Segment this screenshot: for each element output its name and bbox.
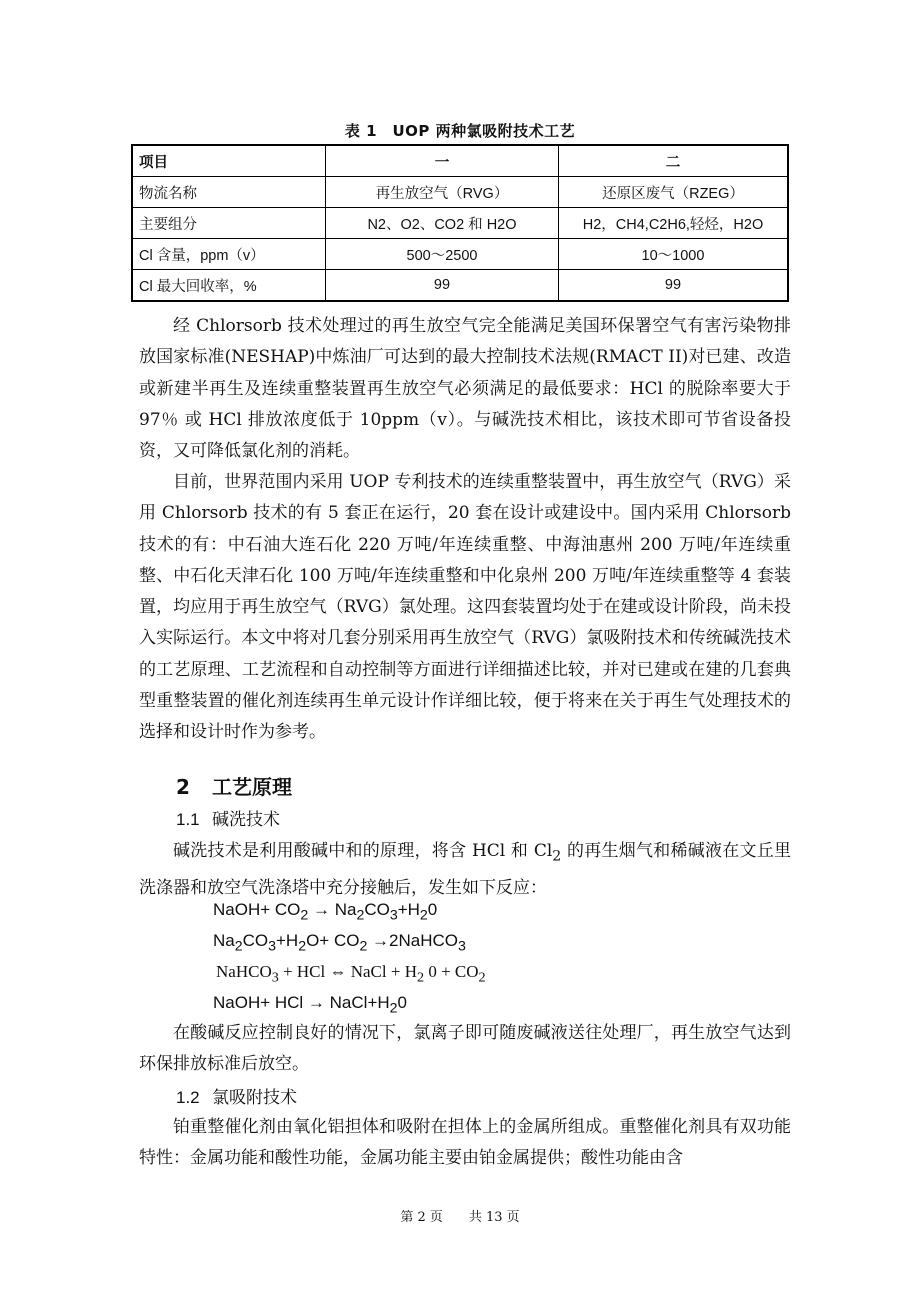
paragraph: 在酸碱反应控制良好的情况下，氯离子即可随废碱液送往处理厂，再生放空气达到环保排放标准后放空。 (139, 1023, 791, 1075)
section-heading (176, 771, 292, 800)
table-cell: 500～2500 (326, 239, 559, 270)
subsection-title: 氯吸附技术 (212, 1088, 297, 1107)
table-cell: 物流名称 (132, 177, 326, 208)
eq-sub: 3 (458, 938, 466, 955)
equation (216, 962, 486, 986)
section-number: 2 (176, 775, 190, 799)
eq-text: CO (242, 931, 269, 950)
eq-text: NaOH+ CO (213, 900, 301, 919)
eq-sub: 2 (356, 907, 365, 924)
table-cell: Cl 含量，ppm（v） (132, 239, 326, 270)
eq-text: →2NaHCO (367, 931, 459, 950)
section-title: 工艺原理 (212, 775, 292, 799)
eq-text: 0 (427, 900, 438, 919)
eq-text: NaHCO (216, 962, 272, 981)
table-cell: 还原区废气（RZEG） (559, 177, 789, 208)
process-table (131, 144, 789, 302)
table-cell: 10～1000 (559, 239, 789, 270)
subsection-heading (176, 1083, 297, 1108)
table-caption: 表 1 UOP 两种氯吸附技术工艺 (344, 122, 576, 140)
equation (213, 931, 466, 954)
table-cell: 再生放空气（RVG） (326, 177, 559, 208)
paragraph (139, 836, 791, 904)
eq-sub: 2 (416, 969, 425, 986)
equation (213, 900, 437, 923)
table-cell: N2、O2、CO2 和 H2O (326, 208, 559, 239)
eq-sub: 2 (419, 907, 428, 924)
eq-sub: 2 (300, 907, 309, 924)
subscript: 2 (552, 848, 562, 865)
subsection-title: 碱洗技术 (212, 810, 280, 829)
eq-text: NaOH+ HCl → NaCl+H (213, 993, 390, 1012)
table-header-cell: 二 (559, 145, 789, 177)
eq-text: 0 (397, 993, 407, 1012)
eq-text: CO (364, 900, 390, 919)
text-run: 碱洗技术是利用酸碱中和的原理，将含 HCl 和 Cl (173, 841, 553, 861)
table-header-cell: 项目 (132, 145, 326, 177)
eq-text: + HCl ⇔ NaCl + H (278, 962, 417, 981)
eq-text: +H (397, 900, 420, 919)
table-cell: Cl 最大回收率，% (132, 270, 326, 302)
table-row (132, 177, 788, 208)
eq-sub: 2 (389, 1000, 398, 1017)
eq-sub: 2 (298, 938, 307, 955)
eq-text: O+ CO (306, 931, 360, 950)
page-footer: 第 2 页 共 13 页 (400, 1210, 520, 1225)
paragraph: 铂重整催化剂由氧化铝担体和吸附在担体上的金属所组成。重整催化剂具有双功能特性：金属功能和酸性功能，金属功能主要由铂金属提供；酸性功能由含 (139, 1117, 791, 1169)
eq-text: → Na (308, 900, 357, 919)
equation (213, 993, 407, 1016)
table-row (132, 239, 788, 270)
subsection-number: 1.1 (176, 810, 200, 829)
eq-sub: 2 (359, 938, 368, 955)
eq-text: +H (275, 931, 299, 950)
table-cell: 主要组分 (132, 208, 326, 239)
table-row (132, 270, 788, 302)
table-row (132, 208, 788, 239)
table-cell: H2，CH4,C2H6,轻烃，H2O (559, 208, 789, 239)
table-header-cell: 一 (326, 145, 559, 177)
eq-text: 0 + CO (424, 962, 479, 981)
table-cell: 99 (326, 270, 559, 302)
subsection-number: 1.2 (176, 1088, 200, 1107)
eq-sub: 3 (268, 938, 276, 955)
eq-sub: 2 (234, 938, 243, 955)
eq-sub: 3 (389, 907, 398, 924)
eq-text: Na (213, 931, 235, 950)
table-header-row (132, 145, 788, 177)
paragraph: 目前，世界范围内采用 UOP 专利技术的连续重整装置中，再生放空气（RVG）采用 Chlorsorb 技术的有 5 套正在运行，20 套在设计或建设中。国内采用 Chlorsorb 技术的有：中石油大连石化 220 万吨/年连续重整、中海油惠州 200 万吨/年连续重整、中石化天津石化 100 万吨/年连续重整和中化泉州 200 万吨/年连续重整等 4 套装置，均应用于再生放空气（RVG）氯处理。这四套装置均处于在建或设计阶段，尚未投入实际运行。本文中将对几套分别采用再生放空气（RVG）氯吸附技术和传统碱洗技术的工艺原理、工艺流程和自动控制等方面进行详细描述比较，并对已建或在建的几套典型重整装置的催化剂连续再生单元设计作详细比较，便于将来在关于再生气处理技术的选择和设计时作为参考。 (139, 472, 791, 743)
text-run: 的再生烟气和稀碱液在文丘里洗涤器和放空气洗涤塔中充分接触后，发生如下反应： (139, 841, 791, 898)
eq-sub: 3 (271, 969, 279, 986)
subsection-heading (176, 805, 280, 830)
table-cell: 99 (559, 270, 789, 302)
paragraph: 经 Chlorsorb 技术处理过的再生放空气完全能满足美国环保署空气有害污染物排放国家标准(NESHAP)中炼油厂可达到的最大控制技术法规(RMACT II)对已建、改造或新建半再生及连续重整装置再生放空气必须满足的最低要求：HCl 的脱除率要大于 97％ 或 HCl 排放浓度低于 10ppm（v）。与碱洗技术相比，该技术即可节省设备投资，又可降低氯化剂的消耗。 (139, 316, 791, 462)
eq-sub: 2 (478, 969, 486, 986)
